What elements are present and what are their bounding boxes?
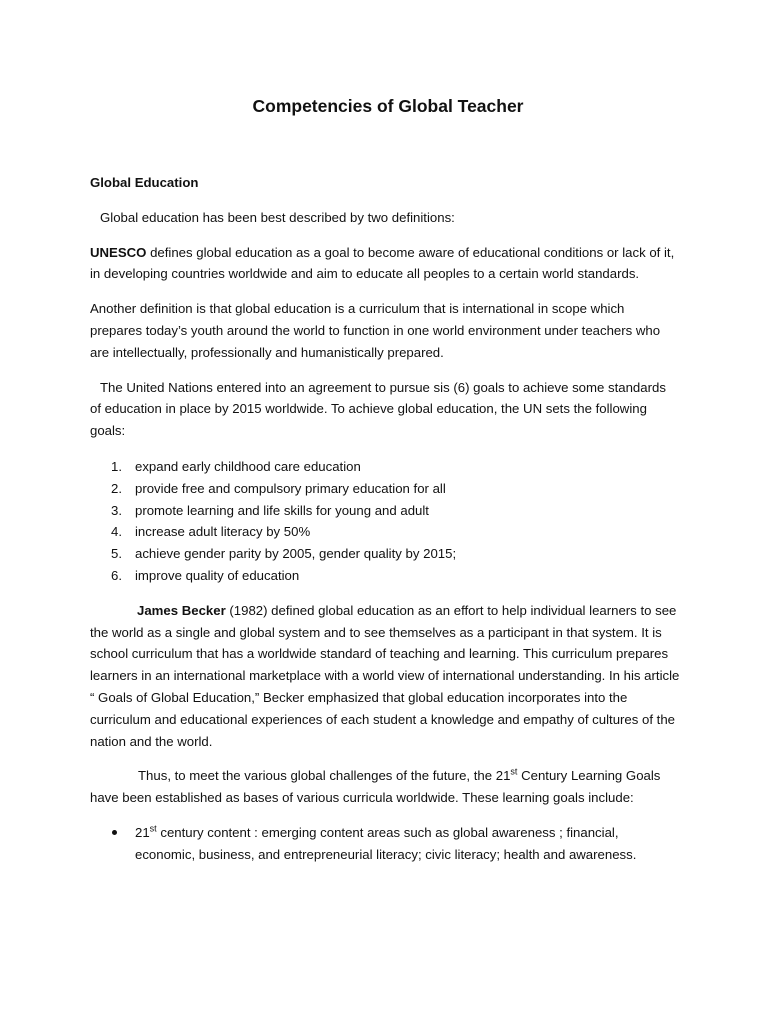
list-item	[90, 822, 680, 866]
list-item-text: increase adult literacy by 50%	[135, 524, 311, 540]
becker-label: James Becker	[137, 602, 226, 618]
list-item	[90, 456, 680, 478]
list-item-text: achieve gender parity by 2005, gender quality by 2015;	[135, 546, 457, 562]
thus-text-start: Thus, to meet the various global challenges of the future, the 21	[138, 768, 511, 784]
goals-list	[90, 456, 680, 587]
superscript: st	[510, 766, 518, 777]
list-number: 2.	[111, 480, 122, 496]
list-item-text: expand early childhood care education	[135, 458, 361, 474]
becker-paragraph	[90, 600, 680, 753]
superscript: st	[149, 823, 157, 834]
list-item	[90, 478, 680, 500]
list-item-text: promote learning and life skills for young and adult	[135, 502, 429, 518]
list-item	[90, 565, 680, 587]
learning-goals-list	[90, 822, 680, 866]
intro-paragraph: Global education has been best described by two definitions:	[100, 209, 455, 225]
section-heading: Global Education	[90, 175, 199, 190]
unesco-paragraph	[90, 242, 680, 286]
list-number: 4.	[111, 524, 122, 540]
list-item	[90, 521, 680, 543]
unesco-text: defines global education as a goal to become aware of educational conditions or lack of it, in developing countries worldwide and aim to educate all peoples to a certain world standards.	[90, 244, 675, 282]
bullet-icon	[112, 830, 117, 835]
bullet-prefix: 21	[135, 824, 150, 840]
becker-text: (1982) defined global education as an effort to help individual learners to see the world as a single and global system and to see themselves as a participant in that system. It is school curriculum that has a worldwide standard of teaching and learning. This curriculum prepares learners in an international marketplace with a world view of international understanding. In his article “ Goals of Global Education,” Becker emphasized that global education incorporates into the curriculum and educational experiences of each student a knowledge and empathy of cultures of the nation and the world.	[90, 602, 680, 749]
another-definition-paragraph: Another definition is that global education is a curriculum that is international in scope which prepares today’s youth around the world to function in one world environment under teachers who are intellectually, professionally and humanistically prepared.	[90, 301, 661, 360]
thus-paragraph	[90, 765, 680, 809]
list-number: 5.	[111, 546, 122, 562]
list-number: 6.	[111, 567, 122, 583]
document-title: Competencies of Global Teacher	[252, 96, 524, 116]
list-item	[90, 500, 680, 522]
list-number: 1.	[111, 458, 122, 474]
list-item	[90, 543, 680, 565]
bullet-text: century content : emerging content areas such as global awareness ; financial, economic, business, and entrepreneurial literacy; civic literacy; health and awareness.	[135, 824, 637, 862]
list-item-text: provide free and compulsory primary education for all	[135, 480, 446, 496]
thus-text-end: Century Learning Goals have been established as bases of various curricula worldwide. These learning goals include:	[90, 768, 661, 806]
list-item-text: improve quality of education	[135, 567, 300, 583]
list-number: 3.	[111, 502, 122, 518]
un-paragraph: The United Nations entered into an agreement to pursue sis (6) goals to achieve some standards of education in place by 2015 worldwide. To achieve global education, the UN sets the following goals:	[90, 379, 666, 439]
unesco-label: UNESCO	[90, 244, 147, 260]
